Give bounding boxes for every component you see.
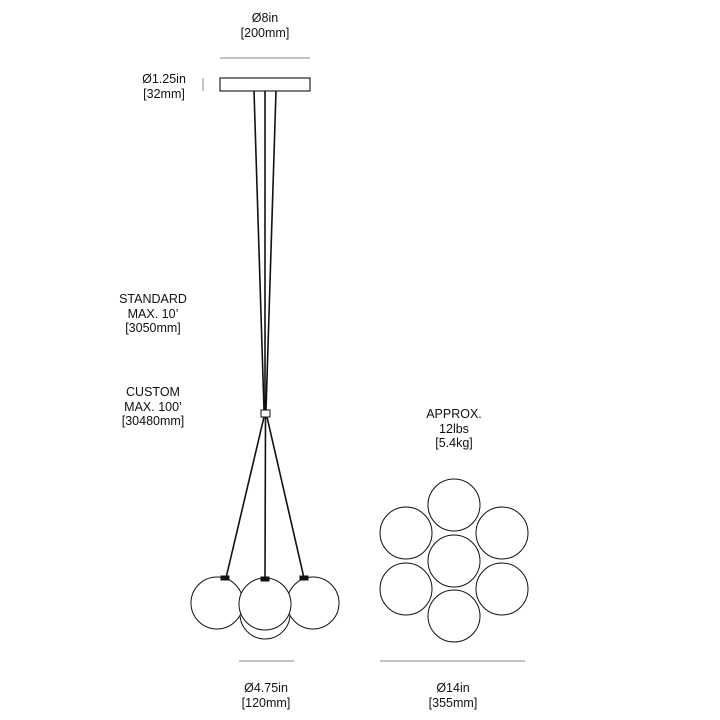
socket-left [221,576,229,580]
drop-cable-left [226,417,264,578]
canopy-diameter-label [225,11,305,40]
globe-right [287,577,339,629]
custom-cable-line2: MAX. 100’ [124,399,182,414]
plan-globe-bottom [428,590,480,642]
overall-diameter-imperial: Ø14in [436,681,470,695]
standard-cable-line3: [3050mm] [125,321,181,335]
cable-left [254,91,264,410]
drop-cable-right [267,417,304,578]
overall-diameter-label [413,681,493,710]
plan-globe-lower-right [476,563,528,615]
weight-line1: APPROX. [426,407,482,421]
cable-junction [261,410,270,417]
plan-globe-upper-right [476,507,528,559]
globe-center [239,578,291,630]
globe-left [191,577,243,629]
canopy-diameter-metric: [200mm] [240,25,290,40]
globe-diameter-imperial: Ø4.75in [244,681,288,695]
cable-right [266,91,276,410]
socket-right [300,576,308,580]
standard-cable-line2: MAX. 10’ [127,306,179,321]
custom-cable-line3: [30480mm] [121,414,185,428]
plan-globe-upper-left [380,507,432,559]
plan-globe-lower-left [380,563,432,615]
globe-diameter-label [226,681,306,710]
socket-center [261,577,269,581]
globe-diameter-metric: [120mm] [241,695,291,710]
plan-globe-top [428,479,480,531]
canopy-height-metric: [32mm] [143,86,185,101]
overall-diameter-metric: [355mm] [428,695,478,710]
custom-cable-line1: CUSTOM [126,385,180,399]
drop-cable-center [265,417,266,580]
canopy-diameter-imperial: Ø8in [251,11,279,25]
standard-cable-label [107,292,199,336]
weight-label [414,407,494,451]
canopy-height-label [126,72,202,101]
canopy [220,78,310,91]
canopy-height-imperial: Ø1.25in [142,72,186,86]
standard-cable-line1: STANDARD [119,292,187,306]
weight-line2: 12lbs [439,421,469,436]
custom-cable-label [107,385,199,429]
plan-globe-center [428,535,480,587]
weight-line3: [5.4kg] [435,436,473,450]
